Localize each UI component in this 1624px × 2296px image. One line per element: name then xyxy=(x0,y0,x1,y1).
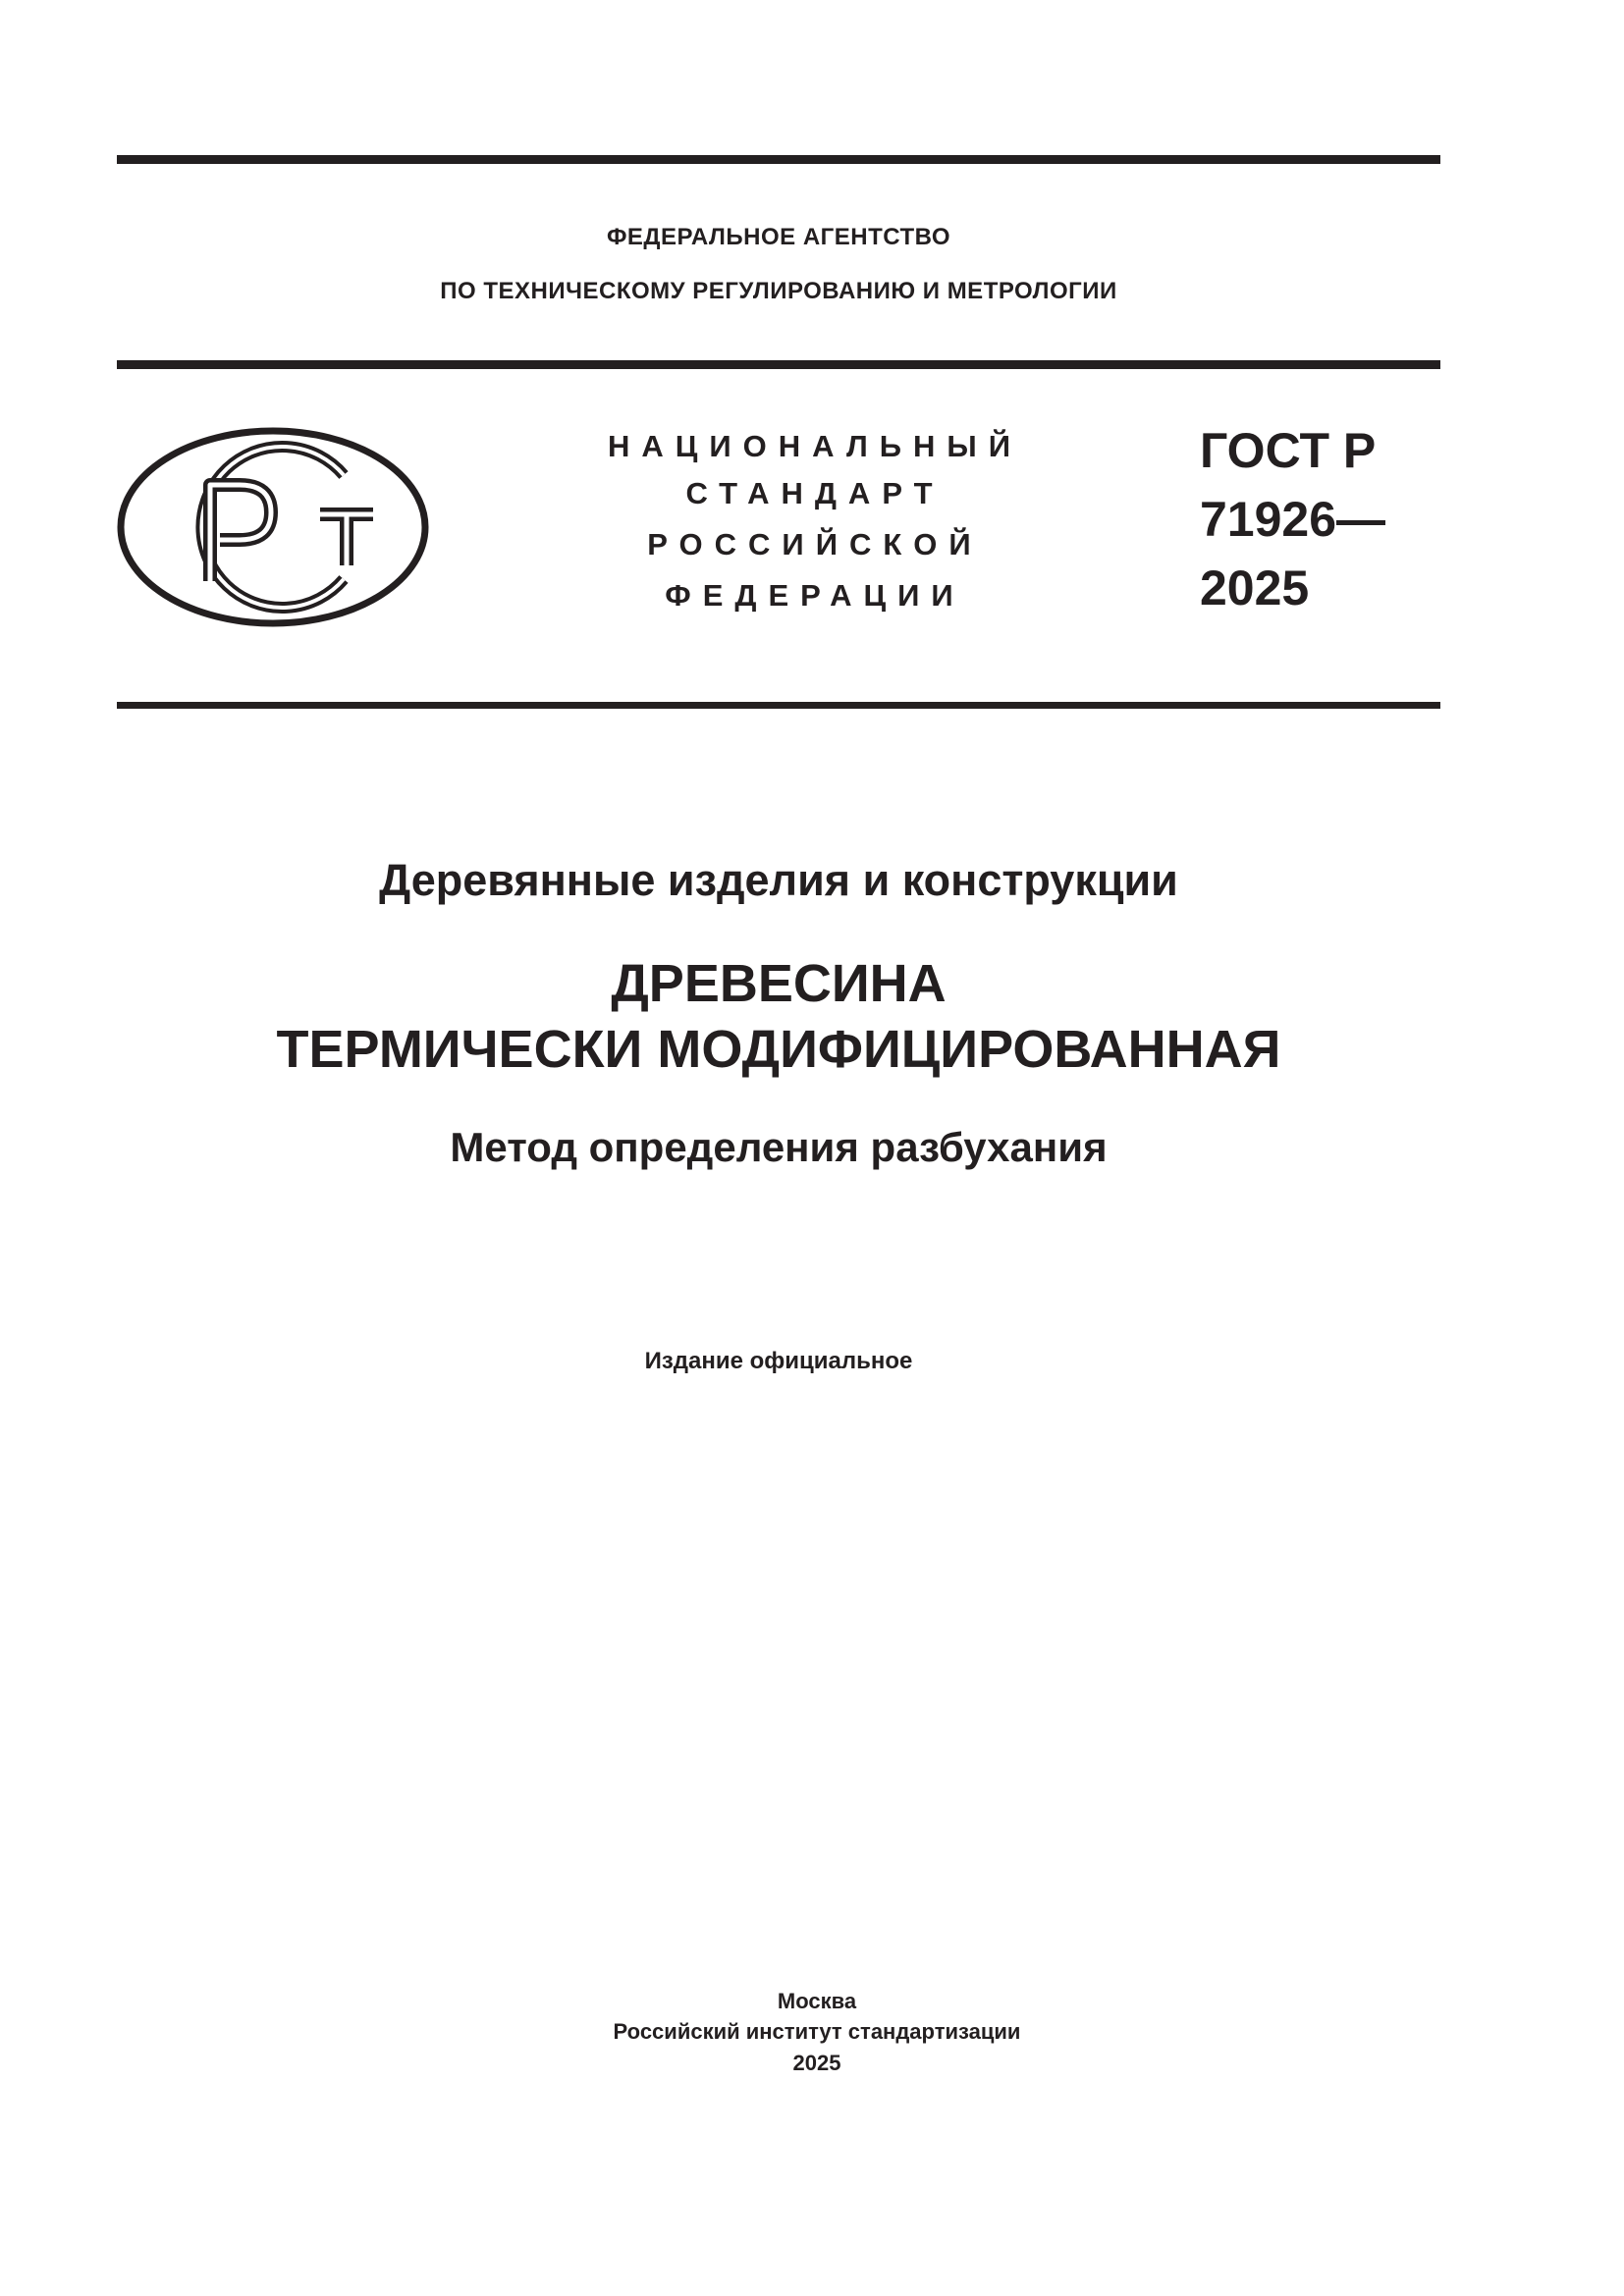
designation-line-1: ГОСТ Р xyxy=(1200,423,1377,478)
designation-line-2: 71926— xyxy=(1200,492,1386,547)
edition-note: Издание официальное xyxy=(644,1348,913,1374)
title-main-line-1: ДРЕВЕСИНА xyxy=(611,954,947,1013)
standard-type-line-4: ФЕДЕРАЦИИ xyxy=(665,578,965,613)
imprint-publisher: Российский институт стандартизации xyxy=(613,2019,1021,2044)
standard-type-line-1: НАЦИОНАЛЬНЫЙ xyxy=(607,429,1023,463)
agency-name-line-2: ПО ТЕХНИЧЕСКОМУ РЕГУЛИРОВАНИЮ И МЕТРОЛОГИИ xyxy=(440,278,1117,304)
top-rule xyxy=(117,155,1440,164)
rst-certification-mark-icon xyxy=(116,426,430,628)
imprint-city: Москва xyxy=(777,1989,857,2013)
header-rule xyxy=(117,360,1440,369)
title-sub: Метод определения разбухания xyxy=(450,1124,1108,1170)
logo-section-rule xyxy=(117,702,1440,709)
standard-type-line-3: РОССИЙСКОЙ xyxy=(647,527,983,561)
agency-name-line-1: ФЕДЕРАЛЬНОЕ АГЕНТСТВО xyxy=(606,224,951,250)
imprint-year: 2025 xyxy=(792,2051,841,2075)
title-group: Деревянные изделия и конструкции xyxy=(379,855,1178,905)
designation-line-3: 2025 xyxy=(1200,561,1310,615)
title-main-line-2: ТЕРМИЧЕСКИ МОДИФИЦИРОВАННАЯ xyxy=(276,1020,1281,1079)
standard-type-line-2: СТАНДАРТ xyxy=(685,476,945,510)
